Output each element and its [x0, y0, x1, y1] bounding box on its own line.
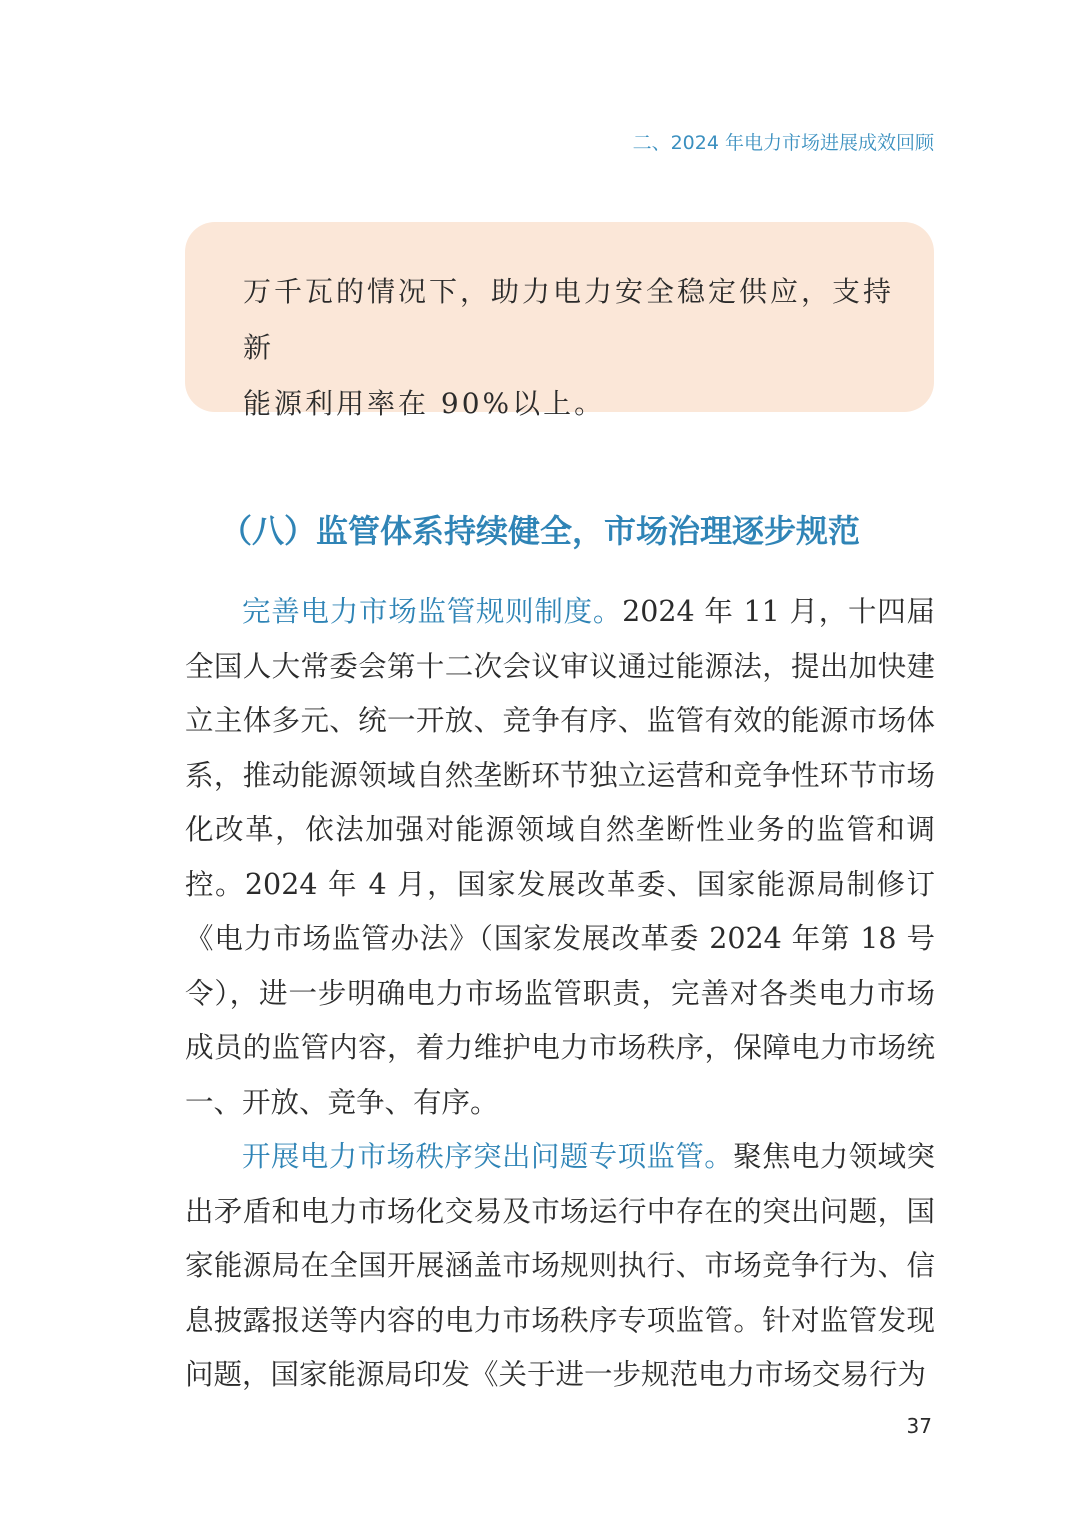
running-header: 二、2024 年电力市场进展成效回顾 [632, 132, 934, 154]
body-text [185, 585, 935, 1403]
paragraph-lead: 开展电力市场秩序突出问题专项监管。 [242, 1140, 734, 1173]
paragraph-text: 2024 年 11 月，十四届全国人大常委会第十二次会议审议通过能源法，提出加快建立主体多元、统一开放、竞争有序、监管有效的能源市场体系，推动能源领域自然垄断环节独立运营和竞争性环节市场化改革，依法加强对能源领域自然垄断性业务的监管和调控。2024 年 4 月，国家发展改革委、国家能源局制修订《电力市场监管办法》（国家发展改革委 2024 年第 18 号令），进一步明确电力市场监管职责，完善对各类电力市场成员的监管内容，着力维护电力市场秩序，保障电力市场统一、开放、竞争、有序。 [185, 595, 935, 1119]
paragraph-text: 聚焦电力领域突出矛盾和电力市场化交易及市场运行中存在的突出问题，国家能源局在全国开展涵盖市场规则执行、市场竞争行为、信息披露报送等内容的电力市场秩序专项监管。针对监管发现问题，国家能源局印发《关于进一步规范电力市场交易行为 [185, 1140, 935, 1391]
paragraph [185, 1130, 935, 1403]
highlight-line-1: 万千瓦的情况下，助力电力安全稳定供应，支持新 [243, 275, 895, 364]
section-heading: （八）监管体系持续健全，市场治理逐步规范 [219, 512, 860, 550]
paragraph [185, 585, 935, 1130]
highlight-line-2: 能源利用率在 90%以上。 [243, 387, 606, 420]
highlight-box [185, 222, 934, 420]
page-number: 37 [906, 1414, 932, 1438]
paragraph-lead: 完善电力市场监管规则制度。 [242, 595, 623, 628]
